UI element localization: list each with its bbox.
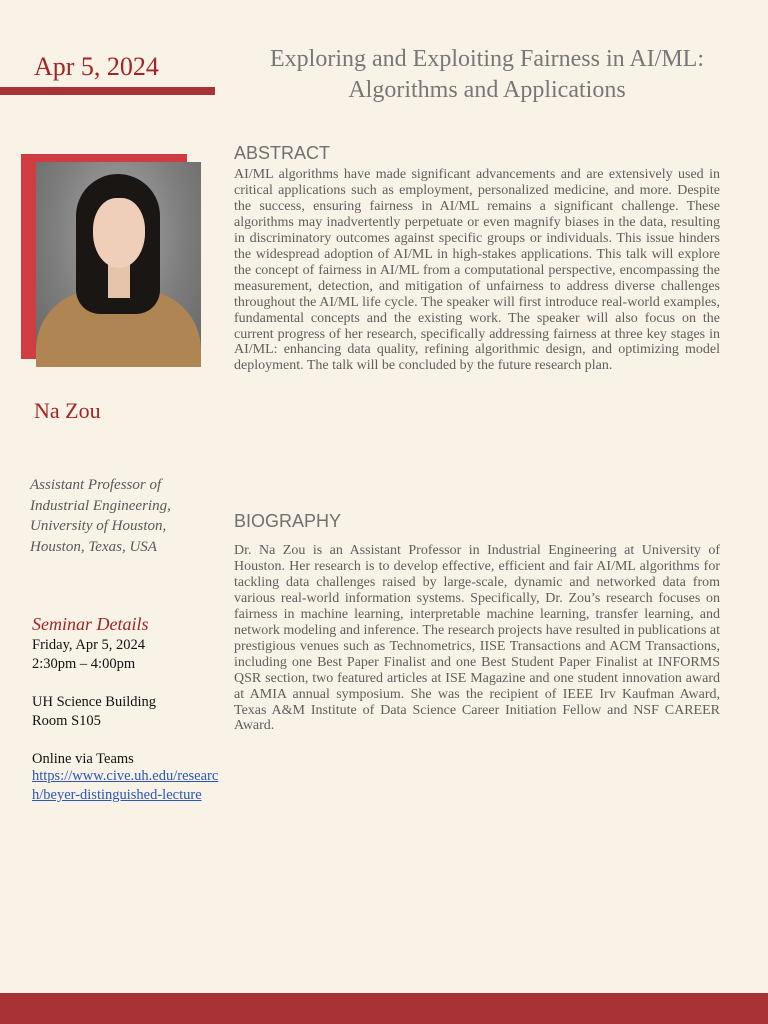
affiliation-line: Houston, Texas, USA [30,538,157,555]
affiliation-line: Assistant Professor of [30,477,162,493]
seminar-building: UH Science Building [32,694,157,710]
affiliation-line: University of Houston, [30,518,167,534]
seminar-room: Room S105 [32,713,101,729]
photo-face [93,198,145,268]
speaker-name: Na Zou [34,398,101,423]
talk-title-line-2: Algorithms and Applications [348,77,626,103]
seminar-spacer [32,674,222,693]
seminar-online-label: Online via Teams [32,751,134,767]
event-date: Apr 5, 2024 [34,52,159,81]
seminar-spacer [32,731,222,750]
speaker-affiliation [30,475,210,557]
speaker-photo [36,162,201,367]
seminar-day: Friday, Apr 5, 2024 [32,637,146,653]
seminar-details-heading: Seminar Details [32,614,149,634]
affiliation-line: Industrial Engineering, [30,497,171,514]
seminar-details [32,636,222,769]
biography-heading: BIOGRAPHY [234,511,342,531]
abstract-text: AI/ML algorithms have made significant advancements and are extensively used in critical applications such as employment, personalized medicine, and more. Despite the success, ensuring fairness in AI/ML remains a significant challenge. These algorithms may inadvertently perpetuate or even magnify biases in the data, resulting in discriminatory outcomes against specific groups or individuals. This issue hinders the widespread adoption of AI/ML in high-stakes applications. This talk will explore the concept of fairness in AI/ML from a computational perspective, encompassing the measurement, detection, and mitigation of unfairness to address diverse challenges throughout the AI/ML life cycle. The speaker will first introduce real-world examples, fundamental concepts and the existing work. The speaker will also focus on the current progress of her research, specifically addressing fairness at three key stages in AI/ML: enhancing data quality, refining algorithmic design, and optimizing model deployment. The talk will be concluded by the future research plan. [234,167,720,374]
seminar-time: 2:30pm – 4:00pm [32,656,136,672]
footer-bar [0,993,768,1024]
seminar-lecture-link[interactable]: https://www.cive.uh.edu/research/beyer-distinguished-lecture [32,768,219,803]
biography-text: Dr. Na Zou is an Assistant Professor in Industrial Engineering at University of Houston. Her research is to develop effective, efficient and fair AI/ML algorithms for tackling data challenges raised by large-scale, dynamic and networked data from various real-world information systems. Specifically, Dr. Zou’s research focuses on fairness in machine learning, interpretable machine learning, transfer learning, and network modeling and inference. The research projects have resulted in publications at prestigious venues such as Technometrics, IISE Transactions and ACM Transactions, including one Best Paper Finalist and one Best Student Paper Finalist at INFORMS QSR section, two featured articles at ISE Magazine and one student innovation award at AMIA annual symposium. She was the recipient of IEEE Irv Kaufman Award, Texas A&M Institute of Data Science Career Initiation Fellow and NSF CAREER Award. [234,543,720,734]
talk-title [240,44,734,106]
date-underline-bar [0,87,215,95]
abstract-heading: ABSTRACT [234,143,331,163]
talk-title-line-1: Exploring and Exploiting Fairness in AI/ML: [270,46,704,72]
